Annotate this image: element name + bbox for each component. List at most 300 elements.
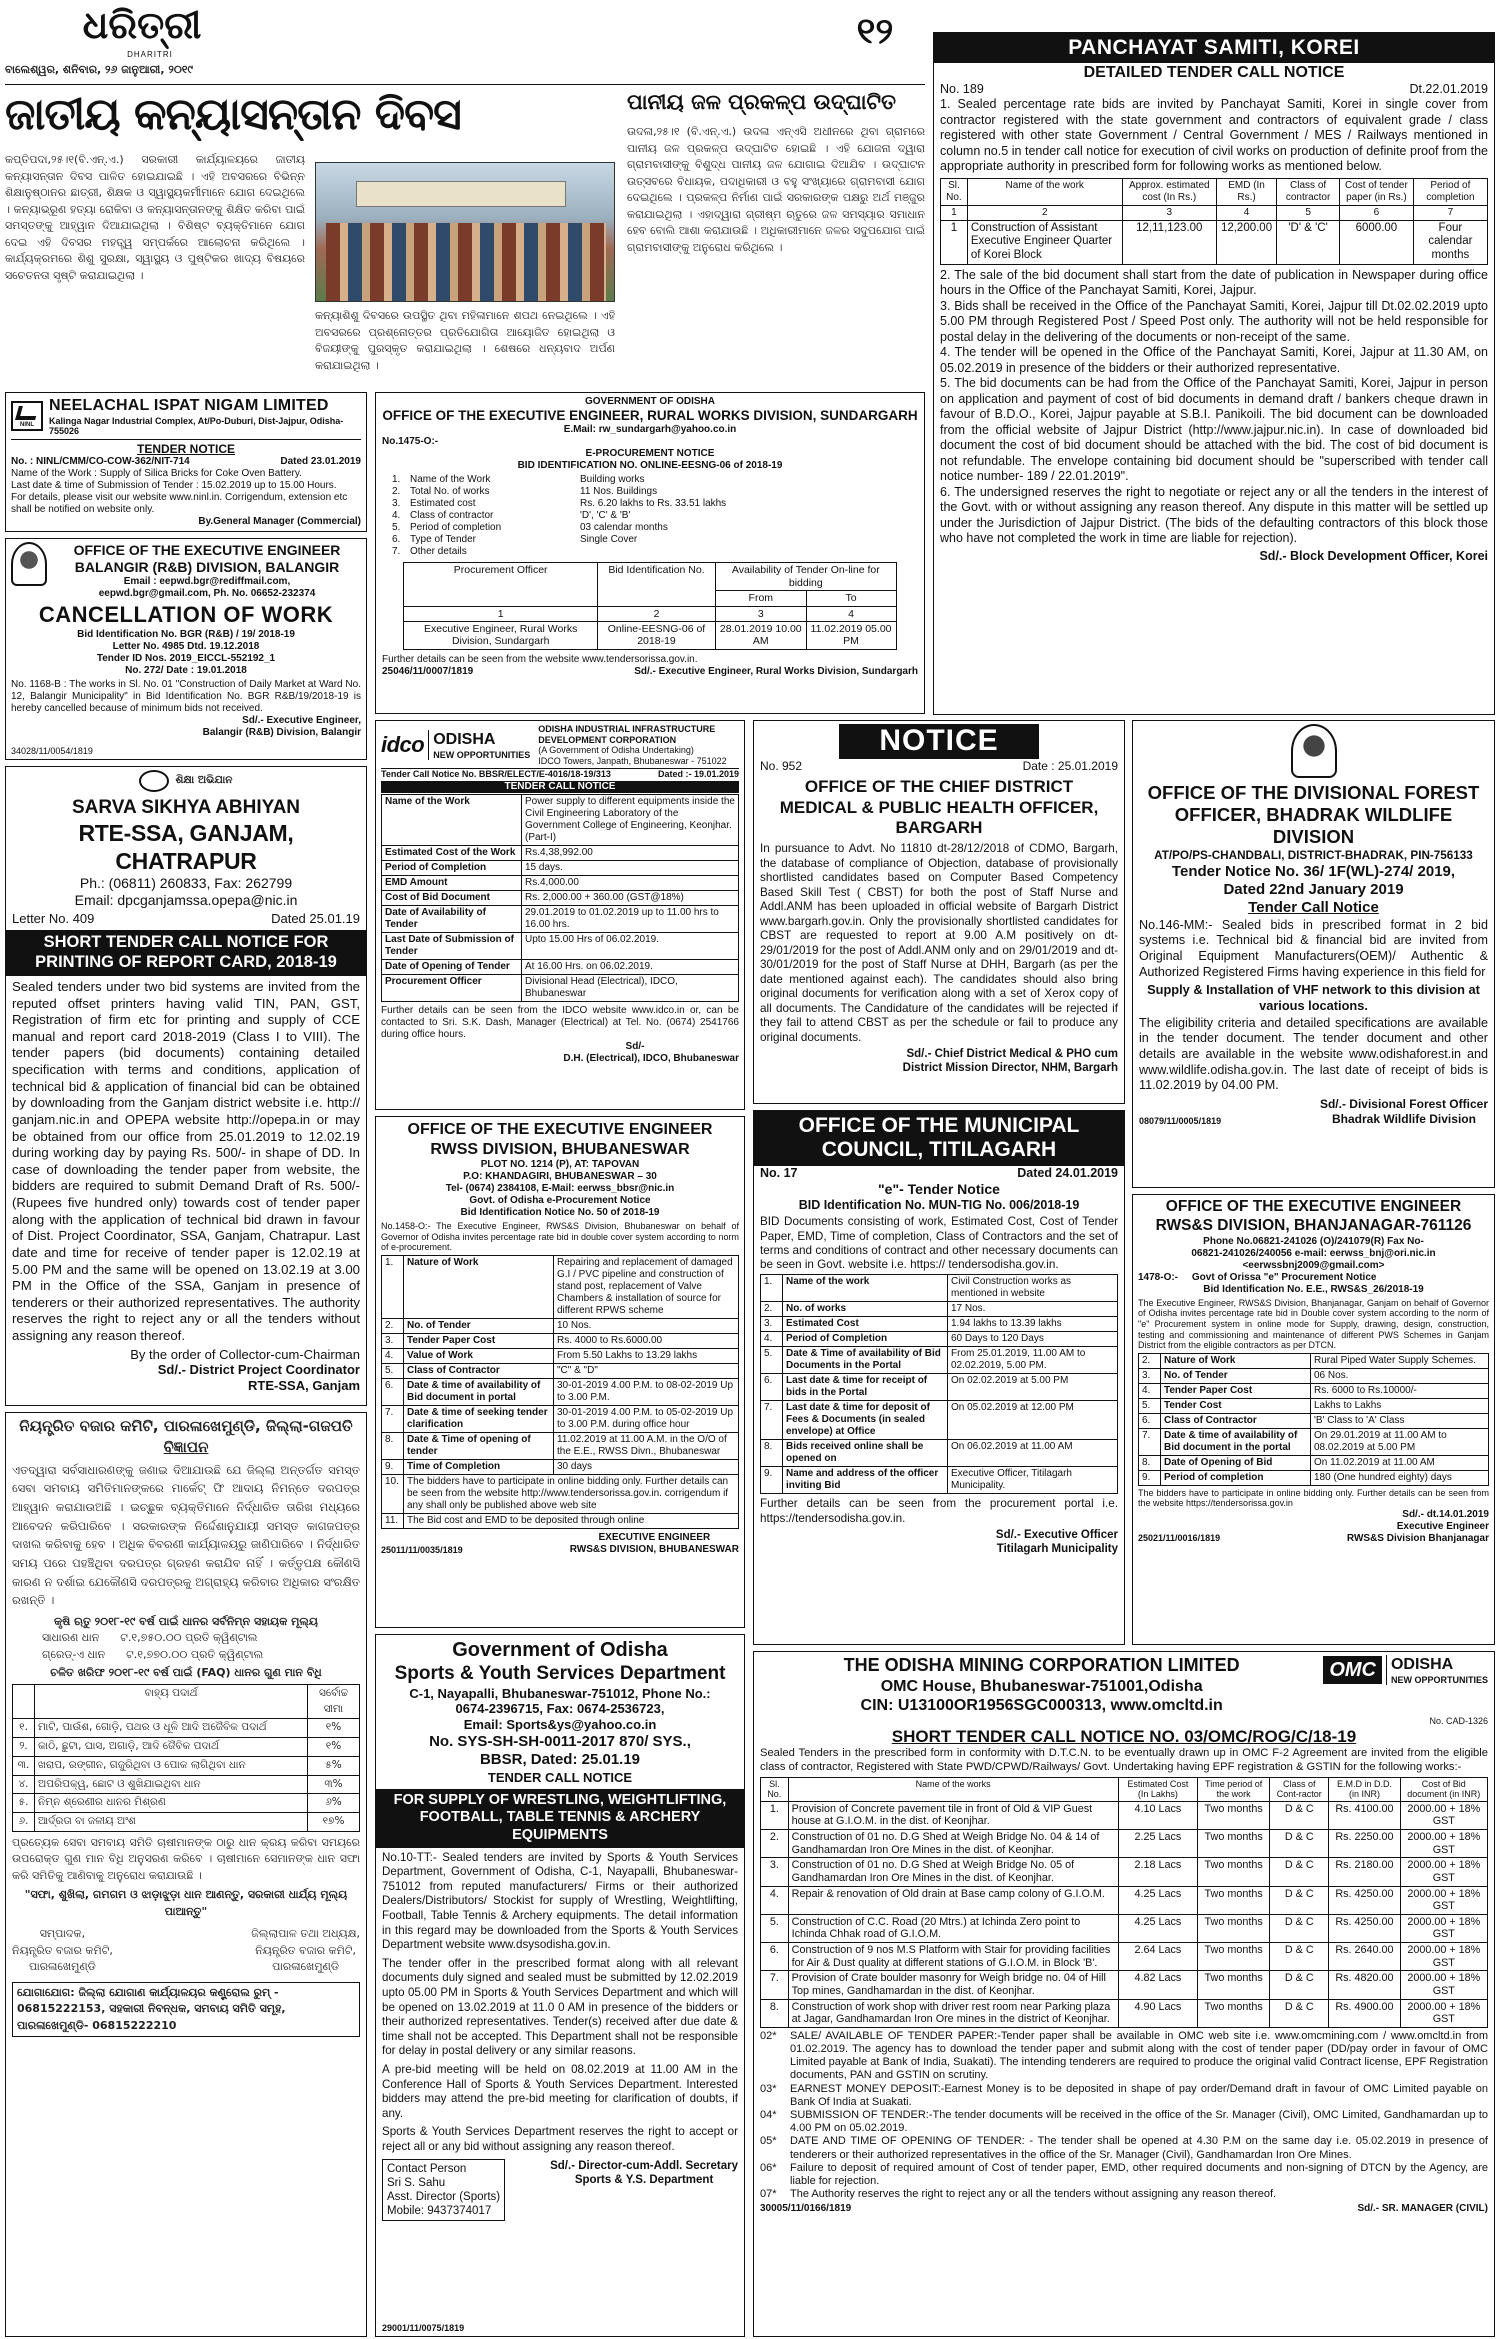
table-row (13, 1738, 360, 1757)
table-cell: 11. (382, 1513, 404, 1528)
office-division: RWS&S DIVISION, BHANJANAGAR-761126 (1155, 1216, 1472, 1234)
table-cell: 6 (1340, 205, 1414, 220)
table-row (382, 1318, 739, 1333)
office-address: C-1, Nayapalli, Bhubaneswar-751012, Phone No.: (409, 1685, 711, 1701)
notice-title: 1478-O:- Govt of Orissa "e" Procurement Notice (1138, 1271, 1377, 1283)
table-cell: Cost of Bid Document (382, 891, 522, 906)
ad-reference: 25011/11/0035/1819 (381, 1545, 463, 1556)
table-cell: Name of the Work (382, 795, 522, 846)
quality-heading: ଚଳିତ ଖରିଫ ୨୦୧୮-୧୯ ବର୍ଷ ପାଇଁ (FAQ) ଧାନର ଗୁଣ ମାନ ବିଧି (50, 1666, 322, 1680)
table-cell: 2. (761, 1302, 783, 1317)
table-cell: Last date & time for receipt of bids in the Portal (783, 1374, 948, 1401)
company-name: ODISHA INDUSTRIAL INFRASTRUCTURE DEVELOPMENT CORPORATION (538, 724, 716, 745)
signatory: Sd/.- Director-cum-Addl. Secretary (550, 2159, 738, 2172)
table-cell: 'B' Class to 'A' Class (1311, 1413, 1489, 1428)
table-row (382, 1474, 739, 1513)
table-row (1139, 1353, 1489, 1368)
table-cell: 2.64 Lacs (1118, 1943, 1197, 1971)
table-header: Cost of Bid document (in INR) (1400, 1777, 1487, 1801)
signatory-place: ପାରଳାଖେମୁଣ୍ଡି (272, 1960, 340, 1974)
signatory-office: D.H. (Electrical), IDCO, Bhubaneswar (563, 1053, 739, 1065)
notice-line: For details, please visit our website www.ninl.in. Corrigendum, extension etc shall be notified on website only. (11, 492, 348, 516)
table-cell: Rs. 4250.00 (1329, 1914, 1400, 1942)
table-cell: D & C (1270, 1971, 1329, 1999)
notice-number: No. 272/ Date : 19.01.2018 (125, 664, 247, 676)
office-email: 06821-241026/240056 e-mail: eerwss_bnj@ori.nic.in (1191, 1247, 1436, 1259)
table-row (761, 1302, 1118, 1317)
table-cell: 8. (761, 1440, 783, 1467)
notice-subheading: ବିଜ୍ଞାପନ (163, 1438, 209, 1457)
table-cell: Two months (1198, 1943, 1270, 1971)
table-header: EMD (In Rs.) (1216, 178, 1276, 205)
table-cell: 5 (1277, 205, 1340, 220)
list-item (392, 534, 918, 546)
table-cell: Other details (410, 546, 467, 558)
table-cell: Building works (580, 474, 645, 486)
table-cell: Two months (1198, 1886, 1270, 1914)
table-cell: 11.02.2019 at 11.00 A.M. in the O/O of the E.E., RWSS Divn., Bhubaneswar (554, 1432, 739, 1459)
brand-tagline: NEW OPPORTUNITIES (1390, 1674, 1488, 1685)
news-headline: ପାନୀୟ ଜଳ ପ୍ରକଳ୍ପ ଉଦ୍‌ଘାଟିତ (627, 90, 897, 114)
table-cell: D & C (1270, 1830, 1329, 1858)
table-row (761, 1467, 1118, 1494)
table-cell: 3 (716, 606, 806, 621)
signatory-office: Sports & Y.S. Department (574, 2173, 714, 2186)
office-email: Email: dpcganjamssa.opepa@nic.in (74, 892, 298, 909)
table-row (761, 1943, 1488, 1971)
gov-name: Government of Odisha (452, 1639, 668, 1661)
table-cell: From 5.50 Lakhs to 13.29 lakhs (554, 1348, 739, 1363)
notice-body: Sealed tenders under two bid systems are invited from the reputed offset printers having valid TIN, PAN, GST, Registration of firm etc for printing and supply of CCE manual and report card 2018-2019 (Class I to VIII). The tender papers (bid documents) containing detailed specification with terms and conditions, application of technical bid & application of financial bid can be obtained by downloading from the Ganjam district website i.e. http:// ganjam.nic.in and OPEPA website http://opepa.in or may be obtained from our office from 25.01.2019 to 12.02.19 during working day by paying Rs. 500/- in shape of DD. In case of downloading the tender paper from website, the bidders are required to submit Demand Draft of Rs. 500/- (Rupees five hundred only) towards cost of tender paper along with the application of technical bid drawn in favour of Dist. Project Coordinator, SSA, Ganjam, Chatrapur. Last date and time for receive of tender paper is 12.02.19 at 5.00 PM and the same will be opened on 13.02.19 at 3.00 PM in the Office of the SSA, Ganjam in presence of tenderers or their authorized representatives. The authority reserves the right to reject any or all the tenders without assigning any reason thereof. (12, 978, 360, 1343)
list-item (392, 486, 918, 498)
office-email: eepwd.bgr@gmail.com, Ph. No. 06652-232374 (98, 588, 316, 600)
msp-rate: ସାଧାରଣ ଧାନ ଟ.୧,୭୫୦.୦୦ ପ୍ରତି କ୍ୱିଣ୍ଟାଲ (42, 1631, 258, 1645)
table-row (382, 861, 739, 876)
ad-rwss-bhubaneswar (375, 1116, 745, 1628)
table-row (761, 1858, 1488, 1886)
further-details: Further details can be seen from the IDCO website www.idco.in or, can be contacted to Sri. S.K. Dash, Manager (Electrical) at Tel. No. (0674) 2541766 during office hours. (381, 1005, 739, 1041)
bid-id: BID IDENTIFICATION NO. ONLINE-EESNG-06 of 2018-19 (517, 460, 783, 472)
table-cell: 1 (941, 220, 968, 264)
signatory: Sd/- (625, 1041, 645, 1053)
office-division: RTE-SSA, GANJAM, CHATRAPUR (78, 820, 294, 875)
table-cell: ୧୭% (308, 1813, 360, 1832)
table-row (941, 220, 1488, 264)
ad-reference: 25046/11/0007/1819 (382, 665, 474, 677)
table-cell: Two months (1198, 1914, 1270, 1942)
table-row (761, 1401, 1118, 1440)
notice-line: Last date & time of Submission of Tender : 15.02.2019 up to 15.00 Hours. (11, 480, 337, 492)
notice-title: E-PROCUREMENT NOTICE (585, 448, 715, 460)
table-cell: Two months (1198, 1801, 1270, 1829)
table-cell: 10 Nos. (554, 1318, 739, 1333)
contact-box (12, 1982, 360, 2038)
table-cell: 5. (761, 1347, 783, 1374)
table-cell: 7. (392, 546, 401, 558)
office-division: RWSS DIVISION, BHUBANESWAR (430, 1140, 690, 1158)
table-cell: Date of Opening of Bid (1161, 1455, 1311, 1470)
notice-title: Govt. of Odisha e-Procurement Notice (469, 1195, 651, 1207)
news-photo-people (326, 223, 606, 301)
table-cell: Rs. 6.20 lakhs to Rs. 33.51 lakhs (580, 498, 727, 510)
ad-reference: 08079/11/0005/1819 (1139, 1115, 1222, 1126)
table-cell: Tender Paper Cost (404, 1333, 554, 1348)
office-phone: 0674-2396715, Fax: 0674-2536723, (455, 1701, 665, 1717)
table-row (761, 1374, 1118, 1401)
table-cell: Rs.4,38,992.00 (522, 846, 739, 861)
ad-reference: 25021/11/0016/1819 (1138, 1533, 1221, 1544)
table-cell: 4. (392, 510, 401, 522)
table-header: To (806, 591, 896, 606)
signatory-date: Sd/.- dt.14.01.2019 (1402, 1509, 1489, 1521)
signatory-office: Balangir (R&B) Division, Balangir (202, 726, 361, 738)
table-cell: 2. (1139, 1353, 1161, 1368)
list-item (392, 510, 918, 522)
table-cell: Rs. 2250.00 (1329, 1830, 1400, 1858)
table-cell: 5. (1139, 1398, 1161, 1413)
table-cell: 2.18 Lacs (1118, 1858, 1197, 1886)
further-details: Further details can be seen from the website www.tendersorissa.gov.in. (382, 653, 698, 665)
table-cell: ୩% (308, 1775, 360, 1794)
news-story-water-project (627, 90, 925, 385)
table-cell: Date & Time of opening of tender (404, 1432, 554, 1459)
table-cell: 03 calendar months (580, 522, 668, 534)
table-cell: Nature of Work (1161, 1353, 1311, 1368)
table-cell: Date & time of availability of Bid document in portal (404, 1378, 554, 1405)
table-row (13, 1775, 360, 1794)
bid-id: Bid Identification No. E.E., RWS&S_26/2018-19 (1203, 1283, 1424, 1295)
table-cell: Rural Piped Water Supply Schemes. (1311, 1353, 1489, 1368)
table-row (382, 1513, 739, 1528)
table-cell: Online-EESNG-06 of 2018-19 (597, 621, 715, 649)
notice-intro: No.1458-O:- The Executive Engineer, RWS&S Division, Bhubaneswar on behalf of Governor of Odisha invites percentage rate bid in double cover system according to norm of e-procurement. (381, 1221, 739, 1253)
notice-number: No. 189 (940, 82, 984, 97)
table-cell: 9. (761, 1467, 783, 1494)
tender-details-table (760, 1274, 1118, 1494)
table-cell: ୫. (13, 1794, 35, 1813)
table-cell: No. of works (783, 1302, 948, 1317)
table-cell: On 11.02.2019 at 11.00 AM (1311, 1455, 1489, 1470)
notice-body: The tender offer in the prescribed format along with all relevant documents duly signed and sealed must be submitted by 12.02.2019 upto 05.00 PM in Sports & Youth Services Department and which will be opened on 13.02.2019 at 11.0 0 AM in presence of the bidders or their authorized representatives. Tender(s) received after due date & time shall not be accepted. This Department shall not be responsible for delay in postal delivery or any similar reasons. (382, 1956, 738, 2058)
company-address: Kalinga Nagar Industrial Complex, At/Po-Duburi, Dist-Jajpur, Odisha-755026 (49, 415, 344, 437)
table-cell: Executive Officer, Titilagarh Municipality. (948, 1467, 1118, 1494)
notice-date: Dated 24.01.2019 (1017, 1165, 1118, 1180)
table-cell: Two months (1198, 1999, 1270, 2027)
notice-title: Tender Call Notice (1248, 899, 1379, 917)
list-item (392, 474, 918, 486)
ad-neelachal-tender (5, 392, 367, 532)
ad-rwss-bhanjanagar (1132, 1194, 1495, 1645)
table-cell: ନିମ୍ନ ଶ୍ରେଣୀର ଧାନର ମିଶ୍ରଣ (35, 1794, 308, 1813)
table-cell: 2000.00 + 18% GST (1400, 1886, 1487, 1914)
office-name: OFFICE OF THE EXECUTIVE ENGINEER (407, 1121, 713, 1138)
idco-logo: idco (381, 731, 425, 757)
table-row (382, 1405, 739, 1432)
table-cell: Rs. 2180.00 (1329, 1858, 1400, 1886)
news-body: କପ୍ତିପଦା,୨୫।୧(ବି.ଏନ୍.ଏ.) ସରକାରୀ କାର୍ଯ୍ୟାଳୟରେ ଜାତୀୟ କନ୍ୟାସନ୍ତାନ ଦିବସ ପାଳିତ ହୋଇଯାଇଛି । ଏହି ଅବସରରେ ବିଭିନ୍ନ ଶିକ୍ଷାନୁଷ୍ଠାନର ଛାତ୍ରୀ, ଶିକ୍ଷକ ଓ ସ୍ୱାସ୍ଥ୍ୟକର୍ମୀମାନେ ଯୋଗ ଦେଇଥିଲେ । କନ୍ୟାଭ୍ରୂଣ ହତ୍ୟା ରୋକିବା ଓ କନ୍ୟାସନ୍ତାନଙ୍କୁ ଶିକ୍ଷିତ କରିବା ପାଇଁ ସମସ୍ତଙ୍କୁ ଆହ୍ୱାନ ଦିଆଯାଇଥିଲା । ବିଶିଷ୍ଟ ବ୍ୟକ୍ତିମାନେ ଯୋଗ ଦେଇ ଏହି ଦିବସର ମହତ୍ତ୍ୱ ସମ୍ପର୍କରେ ଆଲୋଚନା କରିଥିଲେ । କାର୍ଯ୍ୟକ୍ରମରେ ଶିଶୁ ସୁରକ୍ଷା, ସ୍ୱାସ୍ଥ୍ୟ ଓ ପୁଷ୍ଟିକର ଖାଦ୍ୟ ବିଷୟରେ ସଚେତନତା ସୃଷ୍ଟି କରାଯାଇଥିଲା । (5, 153, 305, 282)
table-cell: 6. (382, 1378, 404, 1405)
table-cell: 2 (597, 606, 715, 621)
table-cell: Date of Opening of Tender (382, 960, 522, 975)
table-cell: 15 days. (522, 861, 739, 876)
ad-panchayat-samiti-korei (933, 32, 1495, 715)
news-story-girl-child-day (5, 90, 617, 385)
table-cell: EMD Amount (382, 876, 522, 891)
signatory-office: ନିୟନ୍ତ୍ରିତ ବଜାର କମିଟି, (12, 1943, 113, 1957)
page-number: ୧୨ (856, 11, 894, 52)
newspaper-logo-text: ଧରିତ୍ରୀ (82, 4, 202, 47)
table-header: Estimated Cost (In Lakhs) (1118, 1777, 1197, 1801)
table-cell: Total No. of works (410, 486, 490, 498)
bid-id: Bid Identification Notice No. 50 of 2018-19 (460, 1207, 660, 1219)
table-cell: 180 (One hundred eighty) days (1311, 1470, 1489, 1485)
office-contact: Tel- (0674) 2384108, E-Mail: eerwss_bbsr@nic.in (445, 1183, 675, 1195)
table-cell: Construction of Assistant Executive Engineer Quarter of Korei Block (967, 220, 1122, 264)
office-address: AT/PO/PS-CHANDBALI, DISTRICT-BHADRAK, PIN-756133 (1154, 848, 1473, 862)
table-cell: 1. (761, 1275, 783, 1302)
office-email: Email: Sports&ys@yahoo.co.in (463, 1717, 657, 1733)
table-row (1139, 1368, 1489, 1383)
table-cell: D & C (1270, 1858, 1329, 1886)
odisha-emblem-icon (11, 542, 47, 586)
list-item (760, 2135, 1488, 2161)
list-item (392, 522, 918, 534)
contact-line: 06815222153, ସହକାରୀ ନିବନ୍ଧକ, ସମବାୟ ସମିତି ସମୂହ, (17, 2002, 286, 2016)
table-row (382, 1459, 739, 1474)
table-cell: Date & Time of availability of Bid Documents in the Portal (783, 1347, 948, 1374)
notice-number: No. 17 (760, 1165, 798, 1180)
table-cell: 4. (761, 1886, 789, 1914)
table-cell: Period of completion (1161, 1470, 1311, 1485)
omc-logo: OMC (1323, 1656, 1382, 1684)
table-header: Procurement Officer (404, 563, 597, 606)
table-cell: No. of Tender (1161, 1368, 1311, 1383)
office-name: OFFICE OF THE MUNICIPAL COUNCIL, TITILAGARH (754, 1111, 1124, 1166)
notice-title: "e"- Tender Notice (878, 1180, 1000, 1197)
office-email: E.Mail: rw_sundargarh@yahoo.co.in (563, 424, 737, 436)
table-cell: Rs. 4100.00 (1329, 1801, 1400, 1829)
bid-availability-table (403, 562, 896, 649)
ad-sports-department (375, 1634, 745, 2337)
gov-name: GOVERNMENT OF ODISHA (584, 396, 715, 407)
ad-reference: 34028/11/0054/1819 (11, 746, 93, 757)
table-header: Bid Identification No. (597, 563, 715, 606)
table-cell: On 06.02.2019 at 11.00 AM (948, 1440, 1118, 1467)
order-line: By the order of Collector-cum-Chairman (130, 1346, 360, 1362)
table-cell: 6. (1139, 1413, 1161, 1428)
table-cell: 2 (967, 205, 1122, 220)
table-cell: Rs.4,000.00 (522, 876, 739, 891)
table-cell: Name of the Work (410, 474, 491, 486)
ad-omc-short-tender (753, 1651, 1495, 2337)
table-cell: 4. (382, 1348, 404, 1363)
notice-intro: Sealed Tenders in the prescribed form in conformity with D.T.C.N. to be eventually drawn up in OMC F-2 Agreement are invited from the eligible class of contractor, Registered with State PWD/CPWD/Railways/ Govt. Undertaking having EPF registration & GSTIN for the following works:- (760, 1747, 1488, 1773)
table-cell: 29.01.2019 to 01.02.2019 up to 11.00 hrs to 16.00 hrs. (522, 906, 739, 933)
table-cell: Construction of 01 no. D.G Shed at Weigh Bridge No. 04 & 14 of Gandhamardan Iron Ore Mines in the dist. of Keonjhar. (788, 1830, 1118, 1858)
list-item (760, 2030, 1488, 2083)
table-cell: 05* (760, 2135, 777, 2148)
ad-rwd-sundargarh (375, 392, 925, 714)
table-cell: Divisional Head (Electrical), IDCO, Bhubaneswar (522, 975, 739, 1002)
table-header: Name of the works (788, 1777, 1118, 1801)
table-header: Class of Cont-ractor (1270, 1777, 1329, 1801)
office-division: BALANGIR (R&B) DIVISION, BALANGIR (74, 559, 340, 576)
table-cell: 4.82 Lacs (1118, 1971, 1197, 1999)
newspaper-logo-sub: DHARITRI (127, 50, 173, 59)
ssa-logo-icon (139, 770, 169, 792)
table-cell: D & C (1270, 1943, 1329, 1971)
table-cell: Power supply to different equipments inside the Civil Engineering Laboratory of the Government College of Engineering, Keonjhar. (Part-I) (522, 795, 739, 846)
table-cell: 2. (392, 486, 401, 498)
works-table (760, 1777, 1488, 2028)
office-name: OFFICE OF THE EXECUTIVE ENGINEER (1165, 1198, 1462, 1215)
table-cell: 5. (761, 1914, 789, 1942)
table-cell: Period of Completion (783, 1332, 948, 1347)
table-cell: 7. (382, 1405, 404, 1432)
office-address: P.O: KHANDAGIRI, BHUBANESWAR – 30 (463, 1171, 657, 1183)
table-cell: On 05.02.2019 at 12.00 PM (948, 1401, 1118, 1440)
notice-number: No. : NINL/CMM/CO-COW-362/NIT-714 (11, 456, 190, 468)
table-header: Availability of Tender On-line for bidding (716, 563, 896, 591)
table-cell: Rs. 4250.00 (1329, 1886, 1400, 1914)
signatory: Sd/.- SR. MANAGER (CIVIL) (1357, 2203, 1488, 2215)
table-cell: 4.90 Lacs (1118, 1999, 1197, 2027)
table-cell: Period of completion (410, 522, 502, 534)
table-cell: 3 (1122, 205, 1216, 220)
table-cell: 2000.00 + 18% GST (1400, 1914, 1487, 1942)
table-row (382, 1348, 739, 1363)
letter-number: Letter No. 409 (12, 911, 95, 927)
ad-ssa-ganjam-tender (5, 766, 367, 1406)
table-cell: The bidders have to participate in online bidding only. Further details can be seen from the website http://www.tendersorissa.gov.in. corrigendum if any shall only be published above web site (404, 1474, 739, 1513)
signatory-office: RWS&S DIVISION, BHUBANESWAR (569, 1543, 739, 1555)
tender-details-table (381, 794, 739, 1002)
notice-title: DETAILED TENDER CALL NOTICE (1083, 63, 1345, 81)
table-row (1139, 1413, 1489, 1428)
table-cell: 4.25 Lacs (1118, 1914, 1197, 1942)
contact-mobile: Mobile: 9437374017 (387, 2204, 492, 2217)
table-cell: 'D' & 'C' (1277, 220, 1340, 264)
table-cell: 02* (760, 2029, 777, 2042)
table-cell: D & C (1270, 1914, 1329, 1942)
table-cell: 2000.00 + 18% GST (1400, 1801, 1487, 1829)
table-cell: Bids received online shall be opened on (783, 1440, 948, 1467)
table-cell: 5. (392, 522, 401, 534)
table-cell: Tender Paper Cost (1161, 1383, 1311, 1398)
ninl-logo-icon: NINL (11, 401, 43, 431)
table-header: Period of completion (1413, 178, 1487, 205)
table-cell: 3. (761, 1317, 783, 1332)
table-cell: Rs. 2,000.00 + 360.00 (GST@18%) (522, 891, 739, 906)
table-cell: At 16.00 Hrs. on 06.02.2019. (522, 960, 739, 975)
office-name: OFFICE OF THE EXECUTIVE ENGINEER (73, 542, 341, 558)
contact-role: Asst. Director (Sports) (387, 2190, 501, 2203)
further-details: The bidders have to participate in online bidding only. Further details can be seen from the website https://tendersorissa.gov.in (1138, 1487, 1489, 1509)
table-cell: Lakhs to Lakhs (1311, 1398, 1489, 1413)
office-phone: Ph.: (06811) 260833, Fax: 262799 (79, 875, 293, 892)
notice-title: CANCELLATION OF WORK (38, 602, 334, 628)
signatory-office: RWS&S Division Bhanjanagar (1346, 1533, 1489, 1545)
signatory: Executive Engineer (1396, 1521, 1489, 1533)
news-photo-banner (356, 181, 566, 207)
table-cell: 2000.00 + 18% GST (1400, 1999, 1487, 2027)
table-cell: Rs. 2640.00 (1329, 1943, 1400, 1971)
notice-date: Dt.22.01.2019 (1409, 82, 1488, 97)
odisha-brand: ODISHA (433, 731, 496, 749)
masthead-rule (5, 84, 925, 86)
table-cell: D & C (1270, 1886, 1329, 1914)
table-cell: 4. (1139, 1383, 1161, 1398)
company-address: OMC House, Bhubaneswar-751001,Odisha (880, 1677, 1203, 1695)
table-cell: Estimated cost (410, 498, 476, 510)
notice-date: Dated 22nd January 2019 (1223, 881, 1404, 899)
signatory: Sd/.- Chief District Medical & PHO cum (906, 1048, 1118, 1061)
table-row (1139, 1428, 1489, 1455)
table-header: Sl. No. (941, 178, 968, 205)
notice-date: Date : 25.01.2019 (1022, 758, 1118, 773)
table-cell: Civil Construction works as mentioned in website (948, 1275, 1118, 1302)
table-cell: 03* (760, 2082, 777, 2095)
table-cell: 4.25 Lacs (1118, 1886, 1197, 1914)
table-row (382, 876, 739, 891)
signatory: Sd/.- Block Development Officer, Korei (1259, 548, 1488, 563)
table-cell: 'D', 'C' & 'B' (580, 510, 631, 522)
list-item (392, 546, 918, 558)
quality-table (12, 1684, 360, 1832)
table-cell: 2. (761, 1830, 789, 1858)
table-cell: 3. (382, 1333, 404, 1348)
table-cell: Time of Completion (404, 1459, 554, 1474)
odisha-emblem-icon (1291, 724, 1337, 778)
table-row (1139, 1470, 1489, 1485)
table-row (382, 1378, 739, 1405)
table-cell: D & C (1270, 1801, 1329, 1829)
table-cell: ୬% (308, 1794, 360, 1813)
notice-body: No. 1168-B : The works in Sl. No. 01 "Construction of Daily Market at Ward No. 12, Balangir Municipality" in Bid Identification No. BGR R&B/19/2018-19 is hereby cancelled because of minimum bids not received. (11, 678, 361, 714)
company-cin: CIN: U13100OR1956SGC000313, www.omcltd.in (860, 1697, 1223, 1715)
table-row (382, 906, 739, 933)
table-cell: Value of Work (404, 1348, 554, 1363)
ad-bhadrak-wildlife-division (1132, 720, 1495, 1188)
notes-list (760, 2030, 1488, 2201)
table-cell: D & C (1270, 1999, 1329, 2027)
table-row (761, 1999, 1488, 2027)
notice-title: TENDER CALL NOTICE (381, 781, 739, 793)
table-cell: ୫% (308, 1756, 360, 1775)
bid-id: Bid Identification No. BGR (R&B) / 19/ 2018-19 (77, 628, 295, 640)
notice-title: TENDER NOTICE (136, 441, 235, 456)
table-row (761, 1440, 1118, 1467)
signatory: Sd/.- Executive Engineer, (242, 714, 361, 726)
table-cell: 8. (761, 1999, 789, 2027)
signatory-office: RTE-SSA, Ganjam (248, 1378, 360, 1394)
notice-date: Dated :- 19.01.2019 (657, 769, 739, 780)
table-cell: 3. (761, 1858, 789, 1886)
table-cell: Construction of C.C. Road (20 Mtrs.) at Ichinda Zero point to Ichinda Chhak road of G.I.O.M. (788, 1914, 1118, 1942)
table-cell: 5. (382, 1363, 404, 1378)
table-cell: Name of the work (783, 1275, 948, 1302)
signatory-office: ନିୟନ୍ତ୍ରିତ ବଜାର କମିଟି, (255, 1943, 357, 1957)
table-cell: 1.94 lakhs to 13.39 lakhs (948, 1317, 1118, 1332)
table-row (382, 1363, 739, 1378)
table-row (761, 1275, 1118, 1302)
table-cell: Name and address of the officer inviting Bid (783, 1467, 948, 1494)
table-cell: 1 (404, 606, 597, 621)
table-cell: 30-01-2019 4.00 P.M. to 05-02-2019 Up to 3.00 P.M. during office hour (554, 1405, 739, 1432)
table-cell: 7. (761, 1971, 789, 1999)
table-header: Time period of the work (1198, 1777, 1270, 1801)
table-row (382, 933, 739, 960)
